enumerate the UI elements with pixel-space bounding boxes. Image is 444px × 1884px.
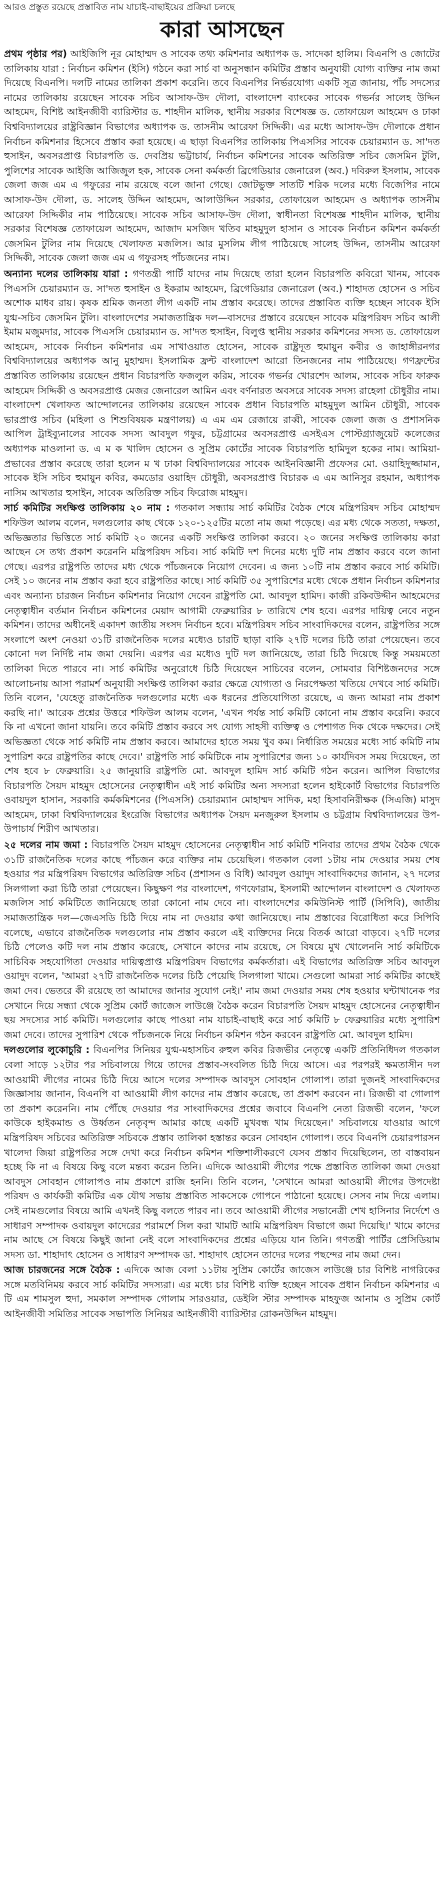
article-paragraph [4,1264,440,1322]
paragraph-lead: অন্যান্য দলের তালিকায় যারা : [4,268,129,280]
paragraph-text: এদিকে আজ বেলা ১১টায় সুপ্রিম কোর্টের জাজেস লাউঞ্জে চার বিশিষ্ট নাগরিকের সঙ্গে মতবিনিময় করবে সার্চ কমিটির সদস্যরা। এর মধ্যে চার বিশিষ্ট ব্যক্তি হচ্ছেন সাবেক প্রধান নির্বাচন কমিশনার এ টি এম শামসুল হুদা, সমকাল সম্পাদক গোলাম সারওয়ার, ডেইলি স্টার সম্পাদক মাহফুজ আনাম ও সুপ্রিম কোর্ট আইনজীবী সমিতির সাবেক সভাপতি সিনিয়র আইনজীবী ব্যারিস্টার রোকনউদ্দিন মাহমুদ। [4,1265,440,1321]
article-paragraph [4,839,440,1043]
top-line: আরও প্রস্তুত রয়েছে প্রস্তাবিত নাম যাচাই-বাছাইয়ের প্রক্রিয়া চলছে [4,3,235,13]
article-paragraph [4,268,440,502]
article-paragraph [4,48,440,267]
paragraph-lead: প্রথম পৃষ্ঠার পর) [4,49,68,60]
paragraph-text: গতকাল সন্ধ্যায় সার্চ কমিটির বৈঠক শেষে মন্ত্রিপরিষদ সচিব মোহাম্মদ শফিউল আলম বলেন, দলগুলোর কাছ থেকে ১২০-১২৫টির মতো নাম জমা পড়েছে। এর মধ্য থেকে সততা, দক্ষতা, অভিজ্ঞতার ভিত্তিতে সার্চ কমিটি ২০ জনের একটি সংক্ষিপ্ত তালিকা করবে। ২০ জনের সংক্ষিপ্ত তালিকায় কারা আছেন সে তথ্য প্রকাশ করেননি মন্ত্রিপরিষদ সচিব। সার্চ কমিটি দশ দিনের মধ্যে দুটি নাম প্রস্তাব করবে বলে জানা গেছে। এরপর রাষ্ট্রপতি তাদের মধ্য থেকে পাঁচজনকে নিয়োগ দেবেন। এ জন্য ১০টি নাম প্রস্তাব করবে সার্চ কমিটি। সেই ১০ জনের নাম প্রস্তাব করা হবে রাষ্ট্রপতির কাছে। সার্চ কমিটি ৩৫ সুপারিশের মধ্যে থেকে প্রধান নির্বাচন কমিশনার এবং অন্যান্য চারজন নির্বাচন কমিশনার নিয়োগ দেবেন রাষ্ট্রপতি মো. আবদুল হামিদ। কাজী রকিবউদ্দীন আহমেদের নেতৃত্বাধীন বর্তমান নির্বাচন কমিশনের মেয়াদ আগামী ফেব্রুয়ারির ৮ তারিখে শেষ হবে। এরপর দায়িত্ব নেবে নতুন কমিশন। তাদের অধীনেই একাদশ জাতীয় সংসদ নির্বাচন হবে। মন্ত্রিপরিষদ সচিব সাংবাদিকদের বলেন, রাষ্ট্রপতির সঙ্গে সংলাপে অংশ নেওয়া ৩১টি রাজনৈতিক দলের মধ্যেও চারটি ছাড়া বাকি ২৭টি দলের চিঠি তারা পেয়েছেন। তবে কোনো দল নির্দিষ্ট নাম জমা দেয়নি। এরপর এর মধ্যেও দুটি দল জানিয়েছে, তারা চিঠি দিয়েছে কিন্তু সময়মতো তালিকা দিতে পারবে না। সার্চ কমিটির অনুরোধে চিঠি দিয়েছেন সাচিবের বলেন, সোমবার বিশিষ্টজনদের সঙ্গে আলোচনায় আসা পরামর্শ অনুযায়ী সংক্ষিপ্ত তালিকা করার ক্ষেত্রে যোগ্যতা ও নিরপেক্ষতা খতিয়ে দেখবে সার্চ কমিটি। তিনি বলেন, 'যেহেতু রাজনৈতিক দলগুলোর মধ্যে এক ধরনের প্রতিযোগিতা রয়েছে, এ জন্য আমরা নাম প্রকাশ করছি না।' আরেক প্রশ্নের উত্তরে শফিউল আলম বলেন, 'এখন পর্যন্ত সার্চ কমিটি কোনো নাম প্রস্তাব করেনি। করবে কি না এখনো জানা যায়নি। তবে কমিটি প্রস্তাব করবে সৎ যোগ্য সাহসী ব্যক্তিত্ব ও পেশাগত দিক থেকে দক্ষদের। সেই অভিজ্ঞতা থেকে সার্চ কমিটি নাম প্রস্তাব করবে। আমাদের হাতে সময় খুব কম। নির্ধারিত সময়ের মধ্যে সার্চ কমিটি নাম সুপারিশ করে রাষ্ট্রপতির কাছে দেবে।' রাষ্ট্রপতি সার্চ কমিটিকে নাম সুপারিশের জন্য ১০ কার্যদিবস সময় দিয়েছেন, তা শেষ হবে ৮ ফেব্রুয়ারি। ২৫ জানুয়ারি রাষ্ট্রপতি মো. আবদুল হামিদ সার্চ কমিটি গঠন করেন। আপিল বিভাগের বিচারপতি সৈয়দ মাহমুদ হোসেনের নেতৃত্বাধীন এই সার্চ কমিটির অন্য সদস্যরা হলেন হাইকোর্ট বিভাগের বিচারপতি ওবায়দুল হাসান, সরকারি কর্মকমিশনের (পিএসসি) চেয়ারম্যান মোহাম্মদ সাদিক, মহা হিসাবনিরীক্ষক (সিএজি) মাসুদ আহমেদ, ঢাকা বিশ্ববিদ্যালয়ের ইংরেজি বিভাগের অধ্যাপক সৈয়দ মনজুরুল ইসলাম ও চট্টগ্রাম বিশ্ববিদ্যালয়ের উপ-উপাচার্য শিরীণ আখতার। [4,503,440,836]
page-title: কারা আসছেন [160,18,284,43]
article-paragraph [4,1044,440,1263]
paragraph-text: আইজিপি নূর মোহাম্মদ ও সাবেক তথ্য কমিশনার অধ্যাপক ড. সাদেকা হালিম। বিএনপি ও জোটের তালিকায় যারা : নির্বাচন কমিশন (ইসি) গঠনে করা সার্চ বা অনুসন্ধান কমিটির প্রস্তাব অনুযায়ী যোগ্য ব্যক্তির নাম জমা দিয়েছে বিএনপি। দলটি নামের তালিকা প্রকাশ করেনি। তবে বিএনপির নির্ভরযোগ্য একটি সূত্র জানায়, পাঁচ সদস্যের নামের তালিকায় রয়েছেন সাবেক সচিব আসাফ-উদ দৌলা, বাংলাদেশ ব্যাংকের সাবেক গভর্নর সালেহ উদ্দিন আহমেদ, বিশিষ্ট আইনজীবী ব্যারিস্টার ড. শাহদীন মালিক, স্থানীয় সরকার বিশেষজ্ঞ ড. তোফায়েল আহমেদ ও ঢাকা বিশ্ববিদ্যালয়ের রাষ্ট্রবিজ্ঞান বিভাগের অধ্যাপক ড. তাসনীম আরেফা সিদ্দিকী। এর মধ্যে আসাফ-উদ দৌলাকে প্রধান নির্বাচন কমিশনার হিসেবে প্রস্তাব করা হয়েছে। এ ছাড়া বিএনপির তালিকায় পিএসসির সাবেক চেয়ারম্যান ড. সা'দত হুসাইন, অবসরপ্রাপ্ত বিচারপতি ড. দেবপ্রিয় ভট্টাচার্য, নির্বাচন কমিশনের সাবেক অতিরিক্ত সচিব জেসমিন টুলি, পুলিশের সাবেক আইজি আজিজুল হক, সাবেক সেনা কর্মকর্তা ব্রিগেডিয়ার জেনারেল (অব.) দবিরুল ইসলাম, সাবেক জেলা জজ এম এ গফুরের নাম রয়েছে বলে জানা গেছে। জোটভুক্ত সাতটি শরিক দলের মধ্যে বিজেপির নামে আসাফ-উদ দৌলা, ড. সালেহ উদ্দিন আহমেদ, আলাউদ্দিন সরকার, তোফায়েল আহমেদ ও অধ্যাপক তাসনীম আরেফা সিদ্দিকীর নাম পাঠিয়েছে। সাবেক সচিব আসাফ-উদ দৌলা, স্বাধীনতা বিশেষজ্ঞ শাহদীন মালিক, স্থানীয় সরকার বিশেষজ্ঞ তোফায়েল আহমেদ, আজাদ মসজিদ খতিব মাহমুদুল হাসান ও সাবেক নির্বাচন কমিশন কর্মকর্তা জেসমিন টুলির নাম দিয়েছে খেলাফত মজলিস। আর মুসলিম লীগ পাঠিয়েছে সালেহ উদ্দিন, তাসনীম আরেফা সিদ্দিকী, সাবেক জেলা জজ এম এ গফুরসহ পাঁচজনের নাম। [4,49,440,265]
paragraph-lead: দলগুলোর লুকোচুরি : [4,1045,90,1057]
paragraph-lead: ২৫ দলের নাম জমা : [4,840,88,852]
paragraph-text: বিচারপতি সৈয়দ মাহমুদ হোসেনের নেতৃত্বাধীন সার্চ কমিটি শনিবার তাদের প্রথম বৈঠক থেকে ৩১টি রাজনৈতিক দলের কাছে পাঁচজন করে ব্যক্তির নাম চেয়েছিল। গতকাল বেলা ১টায় নাম দেওয়ার সময় শেষ হওয়ার পর মন্ত্রিপরিষদ বিভাগের অতিরিক্ত সচিব (প্রশাসন ও বিধি) আবদুল ওয়াদুদ সাংবাদিকদের জানান, ২৭ দলের সিলগালা করা চিঠি তারা পেয়েছেন। কিছুক্ষণ পর বাংলাদেশ, গণফোরাম, ইসলামী আন্দোলন বাংলাদেশ ও খেলাফত মজলিস সার্চ কমিটিতে জানিয়েছে তারা কোনো নাম দেবে না। বাংলাদেশের কমিউনিস্ট পার্টি (সিপিবি), জাতীয় সমাজতান্ত্রিক দল—জেএসডি চিঠি দিয়ে নাম না দেওয়ার কথা জানিয়েছে। নাম প্রস্তাবের বিরোধিতা করে সিপিবি বলেছে, এভাবে রাজনৈতিক দলগুলোর নাম প্রস্তাব করলে এই ব্যক্তিদের নিয়ে বিতর্ক আরো বাড়বে। ২৭টি দলের চিঠি পেলেও কটি দল নাম প্রস্তাব করেছে, সেখানে কাদের নাম রয়েছে, সে বিষয়ে মুখ খোলেননি সার্চ কমিটিকে সাচিবিক সহযোগিতা দেওয়ার দায়িত্বপ্রাপ্ত মন্ত্রিপরিষদ বিভাগের কর্মকর্তারা। এই বিভাগের অতিরিক্ত সচিব আবদুল ওয়াদুদ বলেন, 'আমরা ২৭টি রাজনৈতিক দলের চিঠি পেয়েছি সিলগালা খামে। সেগুলো আমরা সার্চ কমিটির কাছেই জমা দেব। ভেতরে কী রয়েছে তা আমাদের জানার সুযোগ নেই।' নাম জমা দেওয়ার সময় শেষ হওয়ার ঘন্টাখানেক পর সেখানে দিয়ে সন্ধ্যা থেকে সুপ্রিম কোর্ট জাজেস লাউঞ্জে বৈঠক করেন বিচারপতি সৈয়দ মাহমুদ হোসেনের নেতৃত্বাধীন ছয় সদস্যের সার্চ কমিটি। দলগুলোর কাছে পাওয়া নাম যাচাই-বাছাই করে সার্চ কমিটি ৮ ফেব্রুয়ারির মধ্যে সুপারিশ জমা দেবে। তাদের সুপারিশ থেকে পাঁচজনকে নিয়ে নির্বাচন কমিশন গঠন করবেন রাষ্ট্রপতি মো. আবদুল হামিদ। [4,840,440,1041]
paragraph-text: গণতন্ত্রী পার্টি যাদের নাম দিয়েছে তারা হলেন বিচারপতি কবিরো খানম, সাবেক পিএসসি চেয়ারম্যান ড. সা'দত হুসাইন ও ইকরাম আহমেদ, ব্রিগেডিয়ার জেনারেল (অব.) শাহাদত হোসেন ও সচিব অশোক মাধব রায়। কৃষক শ্রমিক জনতা লীগ একটি নাম প্রস্তাব করেছে। তাদের প্রস্তাবিত ব্যক্তি হচ্ছেন সাবেক ইসি যুগ্ম-সচিব জেসমিন টুলি। বাংলাদেশের সমাজতান্ত্রিক দল—বাসদের প্রস্তাবে রয়েছেন সাবেক মন্ত্রিপরিষদ সচিব আলী ইমাম মজুমদার, সাবেক পিএসসি চেয়ারম্যান ড. সা'দত হুসাইন, বিলুপ্ত স্থানীয় সরকার কমিশনের সদস্য ড. তোফায়েল আহমেদ, সাবেক নির্বাচন কমিশনার এম সাখাওয়াত হোসেন, সাবেক রাষ্ট্রদূত হুমায়ুন কবীর ও জাহাঙ্গীরনগর বিশ্ববিদ্যালয়ের অধ্যাপক আনু মুহাম্মদ। ইসলামিক ফ্রন্ট বাংলাদেশ আরো তিনজনের নাম পাঠিয়েছে। গণফ্রন্টের প্রস্তাবিত তালিকায় রয়েছেন প্রধান বিচারপতি ফজলুল করিম, সাবেক গভর্নর খোরশেদ আলম, সাবেক সচিব ফারুক আহমেদ সিদ্দিকী ও অবসরপ্রাপ্ত মেজর জেনারেল আমিন এবং বর্ণনারত অবসরে সাবেক সদস্য রাহেলা চৌধুরীর নাম। বাংলাদেশ খেলাফত আন্দোলনের তালিকায় রয়েছেন সাবেক প্রধান বিচারপতি মাহমুদুল আমিন চৌধুরী, সাবেক ভারপ্রাপ্ত সচিব (মহিলা ও শিশুবিষয়ক মন্ত্রণালয়) এ এম এম রেজায়ে রাব্বী, সাবেক জেলা জজ ও প্রশাসনিক আপিল ট্রাইব্যুনালের সাবেক সদস্য আবদুল গফুর, চট্টগ্রামের অবসরপ্রাপ্ত এসইএস পোস্টগ্র্যাজুয়েট কলেজের অধ্যাপক মাওলানা ড. এ ম ক খালিদ হোসেন ও সুপ্রিম কোর্টের সাবেক বিচারপতি হামিদুল হকের নাম। আমিয়া-প্রভাবের প্রস্তাব করেছে তারা হলেন ম খ ঢাকা বিশ্ববিদ্যালয়ের সাবেক আইনবিজ্ঞানী প্রফেসর মো. ওয়াহিদুজ্জামান, সাবেক ইসি সচিব হুমায়ুন কবির, কমডোর ওয়াহিদ চৌধুরী, অবসরপ্রাপ্ত বিচারক এ এম আনিসুর রহমান, অধ্যাপক নাসিম আখতার হুসাইন, সাবেক অতিরিক্ত সচিব ফিরোজ মাহমুদ। [4,268,441,499]
article-paragraph [4,502,440,838]
news-page [4,0,440,1323]
paragraph-lead: সার্চ কমিটির সংক্ষিপ্ত তালিকায় ২০ নাম : [4,503,170,515]
paragraph-lead: আজ চারজনের সঙ্গে বৈঠক : [4,1265,120,1277]
paragraph-text: বিএনপির সিনিয়র যুগ্ম-মহাসচিব রুহুল কবির রিজভীর নেতৃত্বে একটি প্রতিনিধিদল গতকাল বেলা সাড়ে ১২টার পর সচিবালয়ে গিয়ে তাদের প্রস্তাব-সংবলিত চিঠি দিয়ে আসে। এর পরপরই ক্ষমতাসীন দল আওয়ামী লীগের নামের চিঠি দিয়ে আসে দলের সম্পাদক আবদুস সোবহান গোলাপ। তারা দুজনই সাংবাদিকদের জিজ্ঞাসায় জানান, বিএনপি বা আওয়ামী লীগ কাদের নাম প্রস্তাব করেছে, তা প্রকাশ করবেন না। রিজভী বা গোলাপ তা প্রকাশ করেননি। নাম পৌঁছে দেওয়ার পর সাংবাদিকদের প্রশ্নের জবাবে বিএনপি নেতা রিজভী বলেন, 'ফলে কাউকে হাইকমান্ড ও উর্ধ্বতন নেতৃবৃন্দ আমার কাছে একটি মুখবন্ধ খাম দিয়েছেন।' সচিবালয়ে যাওয়ার আগে মন্ত্রিপরিষদ সচিবের অতিরিক্ত সচিবকে প্রস্তাব তালিকা হস্তান্তর করেন সোবহান গোলাপ। তবে বিএনপি চেয়ারপারসন খালেদা জিয়া রাষ্ট্রপতির সঙ্গে দেখা করে নির্বাচন কমিশন শক্তিশালীকরণে যেসব প্রস্তাব দিয়েছিলেন, তা বাস্তবায়ন হচ্ছে কি না এ বিষয়ে কিছু বলে মন্তব্য করেন তিনি। এদিকে আওয়ামী লীগের পক্ষে প্রস্তাবিত তালিকা জমা দেওয়া আবদুস সোবহান গোলাপও নাম প্রকাশে রাজি হননি। তিনি বলেন, 'সেখানে আমরা আওয়ামী লীগের উপদেষ্টা পরিষদ ও কার্যকরী কমিটির এক যৌথ সভায় প্রস্তাবিত সাকসেকে গোপনে পাঠানো হয়েছে। সেসব নাম দিয়ে এলাম। সেই নামগুলোর বিষয়ে আমি এখনই কিছু বলতে পারব না। তবে আওয়ামী লীগের সভানেত্রী শেখ হাসিনার নির্দেশে ও সাধারণ সম্পাদক ওবায়দুল কাদেরের পরামর্শে সিল করা খামটি আমি মন্ত্রিপরিষদ বিভাগে জমা দিয়েছি।' খামে কাদের নাম আছে সে বিষয়ে কিছুই জানা নেই বলে সাংবাদিকদের প্রশ্নের এড়িয়ে যান তিনি। গণতন্ত্রী পার্টির প্রেসিডিয়াম সদস্য ডা. শাহাদাৎ হোসেন ও সাধারণ সম্পাদক ডা. শাহাদাৎ হোসেন তাদের দলের পছন্দের নাম জমা দেন। [4,1045,440,1261]
